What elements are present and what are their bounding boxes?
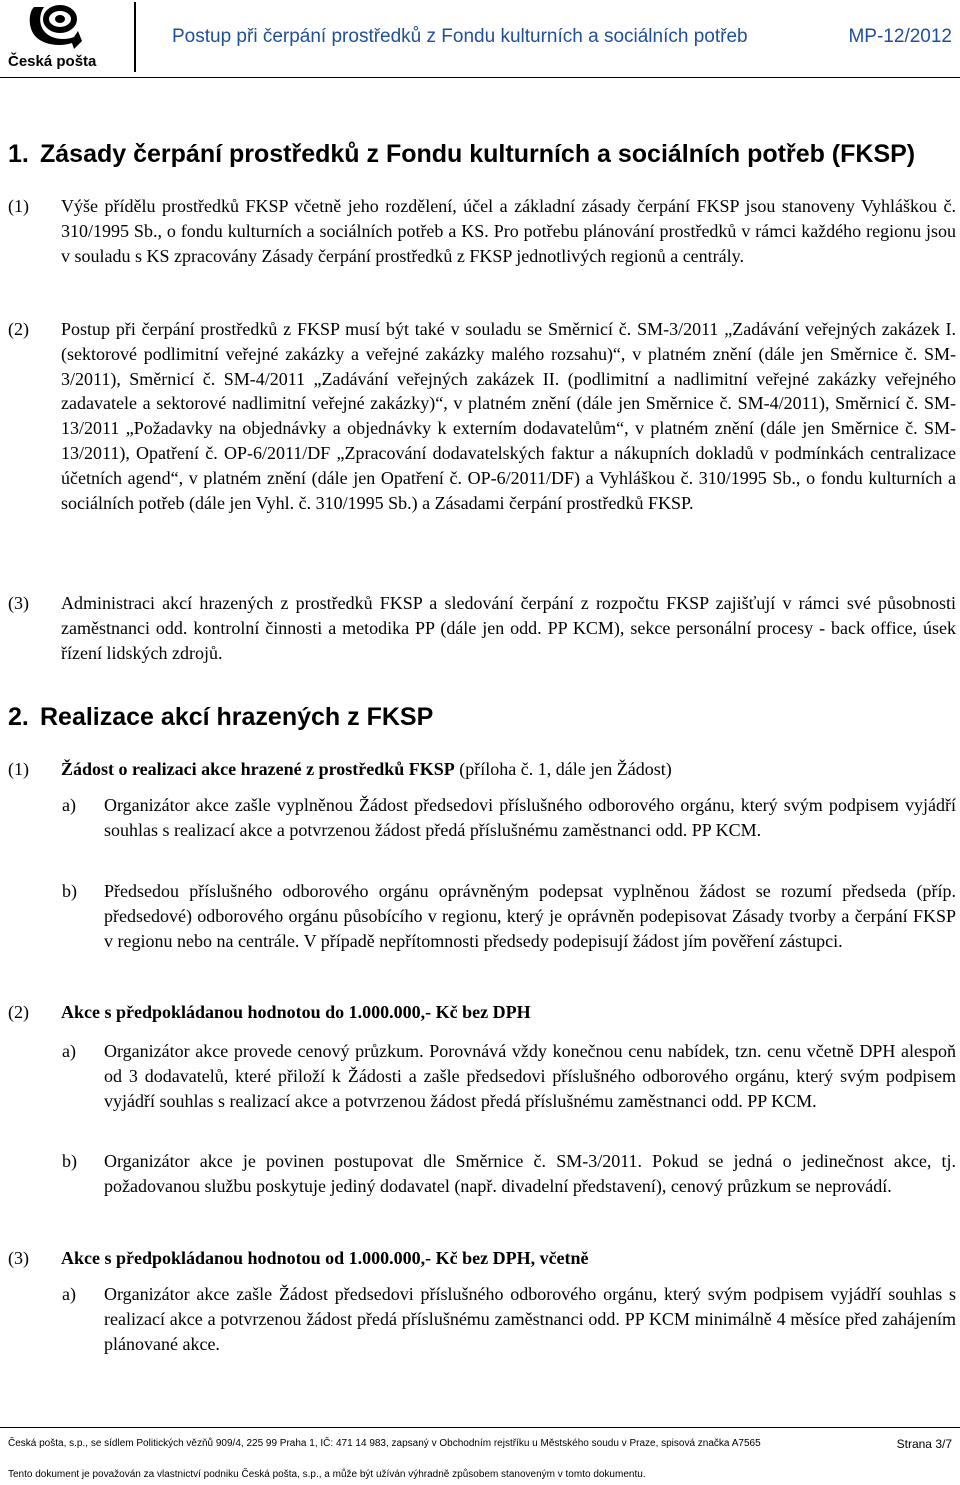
- paragraph-text: Výše přídělu prostředků FKSP včetně jeho rozdělení, účel a základní zásady čerpání FKSP jsou stanoveny Vyhláškou č. 310/1995 Sb., o fondu kulturních a sociálních potřeb a KS. Pro potřebu plánování prostředků v rámci každého regionu jsou v souladu s KS zpracovány Zásady čerpání prostředků z FKSP jednotlivých regionů a centrály.: [61, 196, 956, 266]
- paragraph-number: (1): [8, 196, 29, 216]
- list-item: [62, 879, 956, 953]
- list-item-label: b): [62, 881, 77, 901]
- page-number: Strana 3/7: [896, 1437, 952, 1451]
- paragraph-number: (2): [8, 1002, 29, 1022]
- section-number: 1.: [8, 140, 29, 168]
- paragraph-text: Administraci akcí hrazených z prostředků FKSP a sledování čerpání z rozpočtu FKSP zajišťují v rámci své působnosti zaměstnanci odd. kontrolní činnosti a metodika PP (dále jen odd. PP KCM), sekce personální procesy - back office, úsek řízení lidských zdrojů.: [61, 593, 956, 663]
- list-item-label: a): [62, 1284, 76, 1304]
- paragraph: [8, 194, 956, 268]
- paragraph-heading-note: (příloha č. 1, dále jen Žádost): [454, 759, 672, 779]
- list-item-label: b): [62, 1151, 77, 1171]
- paragraph-text: Postup při čerpání prostředků z FKSP musí být také v souladu se Směrnicí č. SM-3/2011 „Zadávání veřejných zakázek I. (sektorové podlimitní veřejné zakázky a veřejné zakázky malého rozsahu)“, v platném znění (dále jen Směrnice č. SM-3/2011), Směrnicí č. SM-4/2011 „Zadávání veřejných zakázek II. (podlimitní a nadlimitní veřejné zakázky veřejného zadavatele a sektorové nadlimitní veřejné zakázky)“, v platném znění (dále jen Směrnice č. SM-4/2011), Směrnicí č. SM-13/2011 „Požadavky na objednávky a objednávky k externím dodavatelům“, v platném znění (dále jen Směrnice č. SM-13/2011), Opatření č. OP-6/2011/DF „Zpracování dodavatelských faktur a nákupních dokladů v podmínkách centralizace účetních agend“, v platném znění (dále jen Opatření č. OP-6/2011/DF) a Vyhláškou č. 310/1995 Sb., o fondu kulturních a sociálních potřeb (dále jen Vyhl. č. 310/1995 Sb.) a Zásadami čerpání prostředků FKSP.: [61, 319, 956, 513]
- section-title: Realizace akcí hrazených z FKSP: [40, 703, 434, 731]
- paragraph: [8, 757, 956, 782]
- paragraph-heading: Akce s předpokládanou hodnotou do 1.000.000,- Kč bez DPH: [61, 1002, 531, 1022]
- paragraph-heading: Žádost o realizaci akce hrazené z prostředků FKSP: [61, 759, 455, 779]
- paragraph-heading: Akce s předpokládanou hodnotou od 1.000.000,- Kč bez DPH, včetně: [61, 1248, 589, 1268]
- header-rule: [0, 77, 960, 78]
- footer-ownership-note: Tento dokument je považován za vlastnictví podniku Česká pošta, s.p., a může být užíván výhradně způsobem stanoveným v tomto dokumentu.: [8, 1469, 646, 1480]
- list-item-text: Předsedou příslušného odborového orgánu oprávněným podepsat vyplněnou žádost se rozumí předseda (příp. předsedové) odborového orgánu působícího v regionu, který je oprávněn podepisovat Zásady tvorby a čerpání FKSP v regionu nebo na centrále. V případě nepřítomnosti předsedy podepisují žádost jím pověření zástupci.: [104, 881, 956, 951]
- list-item-text: Organizátor akce provede cenový průzkum. Porovnává vždy konečnou cenu nabídek, tzn. cenu včetně DPH alespoň od 3 dodavatelů, které přiloží k Žádosti a zašle předsedovi příslušného odborového orgánu, který svým podpisem vyjádří souhlas s realizací akce a potvrzenou žádost předá příslušnému zaměstnanci odd. PP KCM.: [104, 1041, 956, 1111]
- list-item: [62, 1282, 956, 1356]
- list-item-text: Organizátor akce je povinen postupovat dle Směrnice č. SM-3/2011. Pokud se jedná o jedinečnost akce, tj. požadovanou službu poskytuje jediný dodavatel (např. divadelní představení), cenový průzkum se neprovádí.: [104, 1151, 956, 1196]
- section-title: Zásady čerpání prostředků z Fondu kulturních a sociálních potřeb (FKSP): [40, 140, 916, 168]
- paragraph: [8, 1000, 956, 1025]
- list-item-label: a): [62, 795, 76, 815]
- paragraph: [8, 1246, 956, 1271]
- paragraph: [8, 591, 956, 665]
- footer-company-info: Česká pošta, s.p., se sídlem Politických vězňů 909/4, 225 99 Praha 1, IČ: 471 14 983, zapsaný v Obchodním rejstříku u Městského soudu v Praze, spisová značka A7565: [8, 1438, 761, 1449]
- paragraph-number: (3): [8, 1248, 29, 1268]
- list-item: [62, 1149, 956, 1199]
- section-1-heading: [8, 140, 915, 169]
- logo-text: Česká pošta: [8, 53, 97, 70]
- list-item-label: a): [62, 1041, 76, 1061]
- document-code: MP-12/2012: [848, 26, 952, 47]
- header-divider: [134, 2, 136, 72]
- footer-rule: [0, 1427, 960, 1428]
- logo: [8, 3, 104, 71]
- list-item-text: Organizátor akce zašle Žádost předsedovi příslušného odborového orgánu, který svým podpisem vyjádří souhlas s realizací akce a potvrzenou žádost předá příslušnému zaměstnanci odd. PP KCM minimálně 4 měsíce před zahájením plánované akce.: [104, 1284, 956, 1354]
- paragraph-text: [61, 757, 956, 782]
- page-header: [0, 0, 960, 74]
- paragraph-number: (2): [8, 319, 29, 339]
- post-horn-icon: [26, 3, 86, 51]
- list-item: [62, 793, 956, 843]
- document-title: Postup při čerpání prostředků z Fondu kulturních a sociálních potřeb: [172, 26, 748, 47]
- section-number: 2.: [8, 703, 29, 731]
- paragraph: [8, 317, 956, 515]
- paragraph-number: (1): [8, 759, 29, 779]
- section-2-heading: [8, 703, 433, 732]
- paragraph-number: (3): [8, 593, 29, 613]
- list-item: [62, 1039, 956, 1113]
- list-item-text: Organizátor akce zašle vyplněnou Žádost předsedovi příslušného odborového orgánu, který svým podpisem vyjádří souhlas s realizací akce a potvrzenou žádost předá příslušnému zaměstnanci odd. PP KCM.: [104, 795, 956, 840]
